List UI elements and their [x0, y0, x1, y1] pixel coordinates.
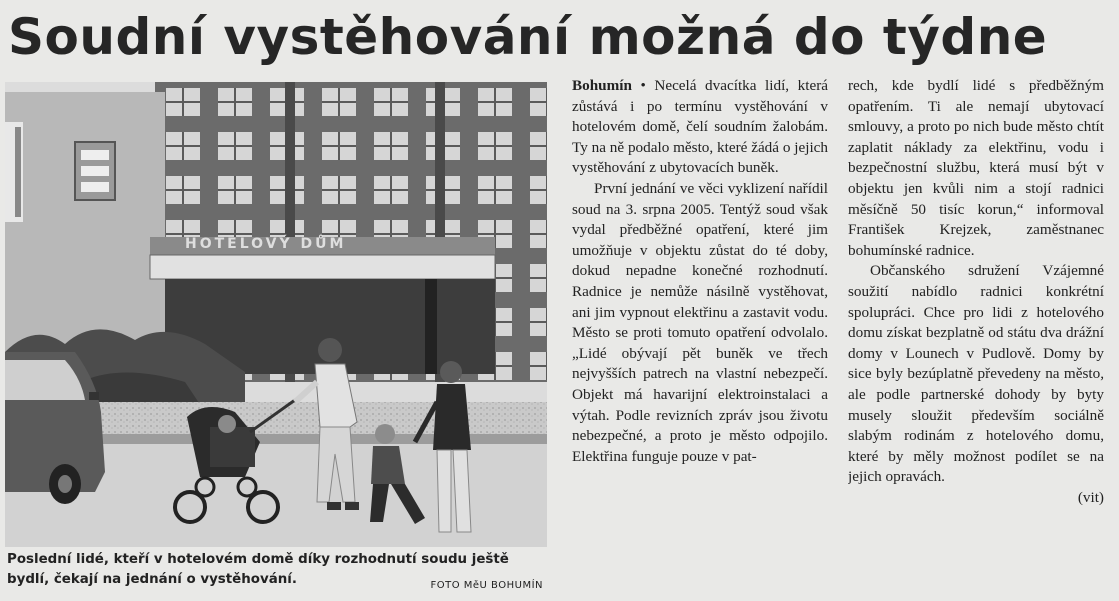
body-paragraph-continued: rech, kde bydlí lidé s předběžným opatřením. Ti ale nemají ubytovací smlouvy, a proto po nich bude město chtít zaplatit náklady za elektřinu, vodu i bezpečnostní službu, která musí být v objektu jen kvůli nim a stojí radnici měsíčně 50 tisíc korun,“ informoval František Krejzek, zaměstnanec bohumínské radnice.	[848, 77, 1104, 259]
lead-text: Necelá dvacítka lidí, která zůstává i po termínu vystěhování v hotelovém domě, čelí soudním žalobám. Ty na ně podalo město, které žádá o jejich vystěhování z ubytovacích buněk.	[572, 77, 828, 177]
caption-text: Poslední lidé, kteří v hotelovém domě díky rozhodnutí soudu ještě bydlí, čekají na jednání o vystěhování.	[7, 552, 509, 587]
lead-paragraph	[572, 76, 828, 179]
bullet-icon: •	[640, 77, 646, 94]
article-column-1	[572, 76, 828, 598]
article-column-2	[848, 76, 1104, 598]
building-sign: HOTELOVÝ DŮM	[185, 236, 347, 252]
photo-credit: FOTO MěU BOHUMÍN	[430, 580, 543, 591]
headline: Soudní vystěhování možná do týdne	[8, 8, 1048, 66]
dateline: Bohumín	[572, 77, 632, 94]
body-paragraph: První jednání ve věci vyklizení nařídil soud na 3. srpna 2005. Tentýž soud však vydal předběžné opatření, které jim umožňuje v objektu zůstat do té doby, dokud nepadne konečné rozhodnutí. Radnice je nemůže násilně vystěhovat, ani jim vypnout elektřinu a zastavit vodu. Město se proti tomuto opatření odvolalo. „Lidé obývají pět buněk ve třech nejvyšších patrech na vlastní nebezpečí. Objekt má havarijní elektroinstalaci a výtah. Podle revizních zpráv jsou životu nebezpečné, a proto je město odpojilo. Elektřina funguje pouze v pat-	[572, 179, 828, 465]
news-photo	[5, 82, 547, 547]
author-signature: (vit)	[1077, 488, 1104, 506]
body-paragraph: Občanského sdružení Vzájemné soužití nabídlo radnici konkrétní spolupráci. Chce pro lidi z hotelového domu získat bezplatně od státu dva drážní domy v Lounech v Pudlově. Domy by sice byly bezúplatně převedeny na město, ale podle partnerské dohody by byty musely sloužit především sociálně slabým rodinám z hotelového domu, které by měly možnost podílet se na jejich opravách.	[848, 262, 1104, 486]
photo-caption	[7, 550, 547, 598]
building-logo-icon	[75, 142, 115, 200]
